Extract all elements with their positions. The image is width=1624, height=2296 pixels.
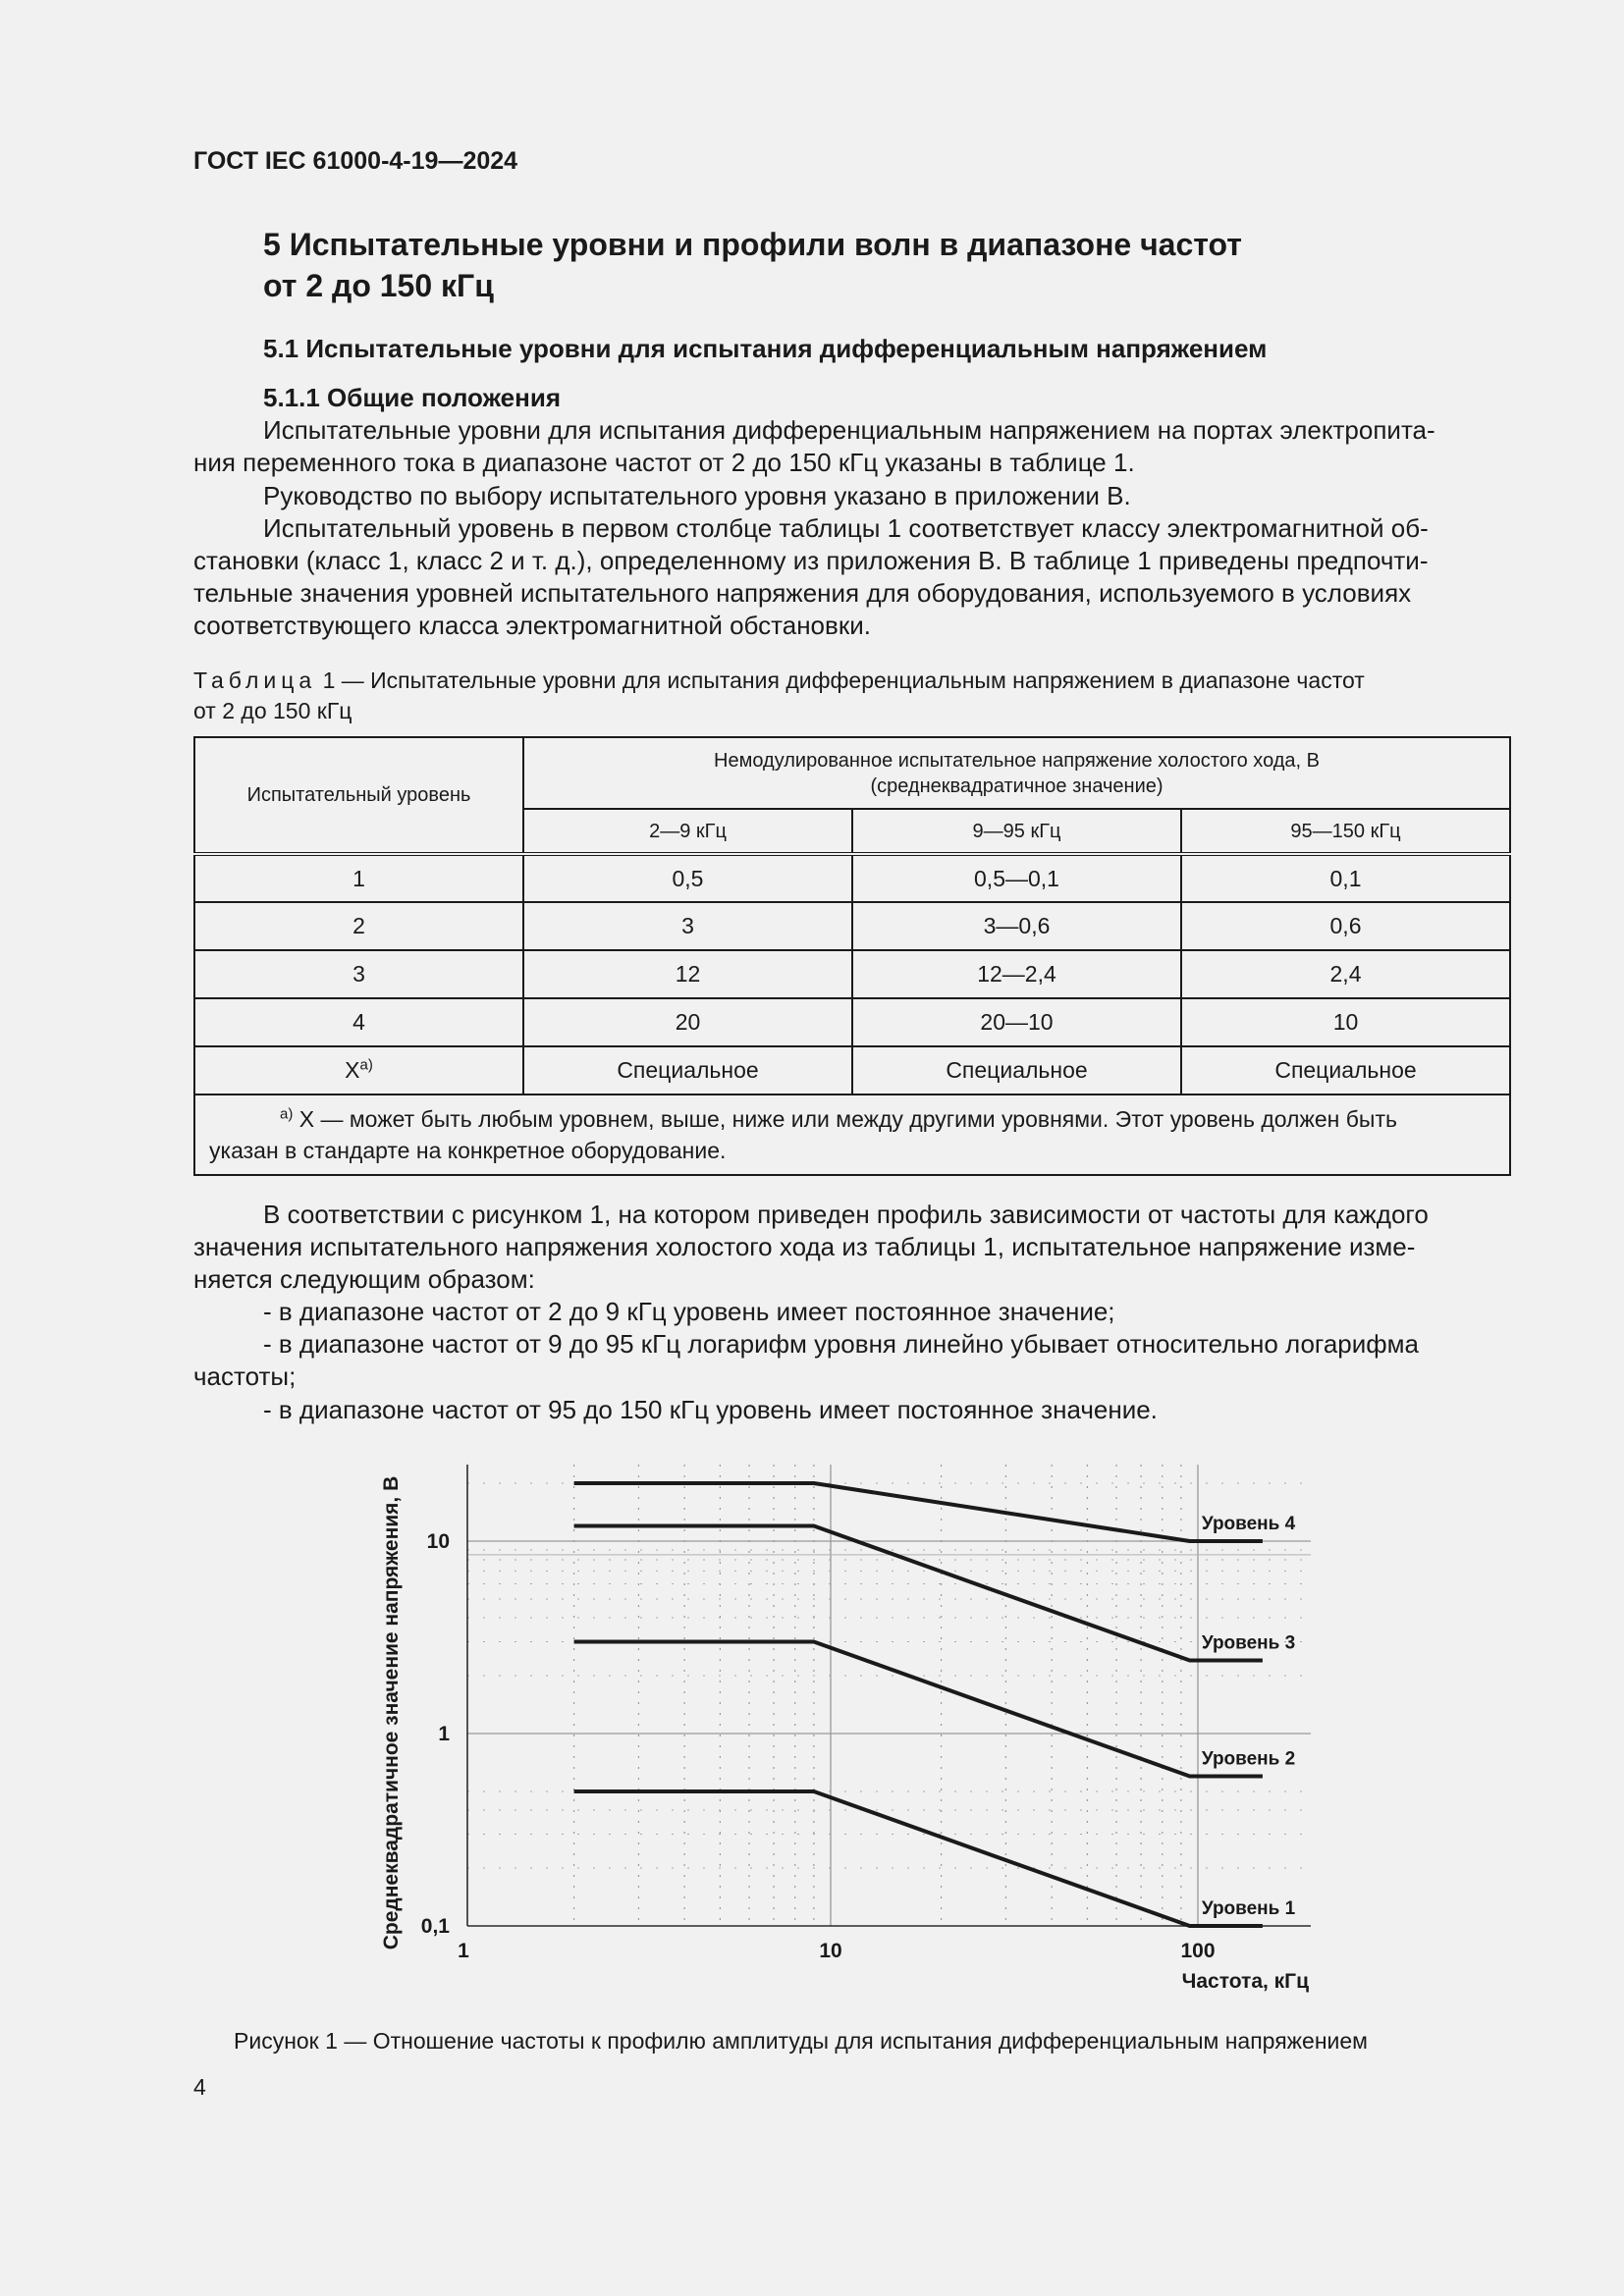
paragraph-4-line3: няется следующим образом: (193, 1264, 535, 1294)
paragraph-3-line4: соответствующего класса электромагнитной обстановки. (193, 611, 871, 640)
paragraph-3-line2: становки (класс 1, класс 2 и т. д.), определенному из приложения В. В таблице 1 приведены предпочти- (193, 546, 1429, 575)
paragraph-4-line1: В соответствии с рисунком 1, на котором приведен профиль зависимости от частоты для каждого (263, 1200, 1429, 1229)
cell-level-x: Х (345, 1057, 360, 1083)
cell-value: 0,5—0,1 (852, 854, 1181, 902)
bullet-1: - в диапазоне частот от 2 до 9 кГц уровень имеет постоянное значение; (263, 1297, 1115, 1326)
cell-value: Специальное (852, 1046, 1181, 1095)
series-label-level-2: Уровень 2 (1201, 1748, 1296, 1770)
cell-level: 4 (194, 998, 523, 1046)
header-test-level: Испытательный уровень (194, 737, 523, 854)
cell-level: 2 (194, 902, 523, 950)
section-title-line2: от 2 до 150 кГц (263, 268, 494, 303)
cell-value: 20 (523, 998, 852, 1046)
header-freq-9-95: 9—95 кГц (852, 809, 1181, 854)
cell-value: Специальное (523, 1046, 852, 1095)
cell-value: 10 (1181, 998, 1510, 1046)
note-marker: a) (280, 1105, 294, 1123)
cell-value: 20—10 (852, 998, 1181, 1046)
document-code: ГОСТ IEC 61000-4-19—2024 (193, 147, 518, 175)
header-freq-95-150: 95—150 кГц (1181, 809, 1510, 854)
bullet-2-line1: - в диапазоне частот от 9 до 95 кГц логарифм уровня линейно убывает относительно логарифма (263, 1329, 1420, 1359)
paragraph-3-line1: Испытательный уровень в первом столбце таблицы 1 соответствует классу электромагнитной об- (263, 513, 1429, 543)
note-line2: указан в стандарте на конкретное оборудование. (209, 1138, 727, 1163)
x-tick-label: 10 (819, 1940, 842, 1962)
paragraph-3-line3: тельные значения уровней испытательного напряжения для оборудования, используемого в условиях (193, 578, 1412, 608)
series-label-level-4: Уровень 4 (1201, 1514, 1296, 1534)
header-freq-2-9: 2—9 кГц (523, 809, 852, 854)
header-voltage-line2: (среднеквадратичное значение) (870, 774, 1164, 797)
cell-value: 0,6 (1181, 902, 1510, 950)
paragraph-4-line2: значения испытательного напряжения холостого хода из таблицы 1, испытательное напряжение изме- (193, 1232, 1416, 1261)
y-axis-label: Среднеквадратичное значение напряжения, В (380, 1475, 403, 1950)
x-tick-label: 1 (458, 1940, 469, 1962)
cell-value: 0,1 (1181, 854, 1510, 902)
cell-value: 0,5 (523, 854, 852, 902)
chart-labels (380, 1476, 1309, 1993)
header-voltage-line1: Немодулированное испытательное напряжение холостого хода, В (714, 749, 1320, 772)
cell-level: 1 (194, 854, 523, 902)
subsubsection-title: 5.1.1 Общие положения (263, 383, 561, 412)
series-label-level-1: Уровень 1 (1201, 1898, 1296, 1919)
note-line1: Х — может быть любым уровнем, выше, ниже или между другими уровнями. Этот уровень должен быть (293, 1106, 1397, 1132)
table-caption-line2: от 2 до 150 кГц (193, 698, 352, 723)
page-number: 4 (193, 2074, 206, 2100)
figure-caption: Рисунок 1 — Отношение частоты к профилю амплитуды для испытания дифференциальным напряжением (234, 2028, 1368, 2054)
series-label-level-3: Уровень 3 (1201, 1632, 1296, 1654)
table-caption-word: Таблица (193, 667, 317, 693)
subsection-title: 5.1 Испытательные уровни для испытания дифференциальным напряжением (263, 334, 1268, 363)
y-tick-label: 0,1 (420, 1915, 450, 1938)
cell-value: 12—2,4 (852, 950, 1181, 998)
cell-value: 3—0,6 (852, 902, 1181, 950)
y-tick-label: 1 (438, 1723, 450, 1745)
table-caption-line1: 1 — Испытательные уровни для испытания дифференциальным напряжением в диапазоне частот (316, 667, 1365, 693)
paragraph-1-line2: ния переменного тока в диапазоне частот от 2 до 150 кГц указаны в таблице 1. (193, 448, 1135, 477)
cell-value: 2,4 (1181, 950, 1510, 998)
series-line-level-1 (574, 1791, 1263, 1926)
footnote-marker: a) (359, 1056, 373, 1074)
chart-grid (467, 1465, 1311, 1926)
cell-value: Специальное (1181, 1046, 1510, 1095)
x-axis-label: Частота, кГц (1181, 1970, 1309, 1993)
series-line-level-4 (574, 1483, 1263, 1541)
series-line-level-2 (574, 1642, 1263, 1777)
y-tick-label: 10 (426, 1530, 450, 1553)
paragraph-2-line1: Руководство по выбору испытательного уровня указано в приложении В. (263, 481, 1131, 510)
bullet-2-line2: частоты; (193, 1362, 297, 1391)
bullet-3: - в диапазоне частот от 95 до 150 кГц уровень имеет постоянное значение. (263, 1395, 1158, 1424)
x-tick-label: 100 (1180, 1940, 1216, 1962)
cell-value: 3 (523, 902, 852, 950)
paragraph-1-line1: Испытательные уровни для испытания дифференциальным напряжением на портах электропита- (263, 415, 1435, 445)
section-title-line1: 5 Испытательные уровни и профили волн в диапазоне частот (263, 227, 1242, 262)
cell-level: 3 (194, 950, 523, 998)
cell-value: 12 (523, 950, 852, 998)
